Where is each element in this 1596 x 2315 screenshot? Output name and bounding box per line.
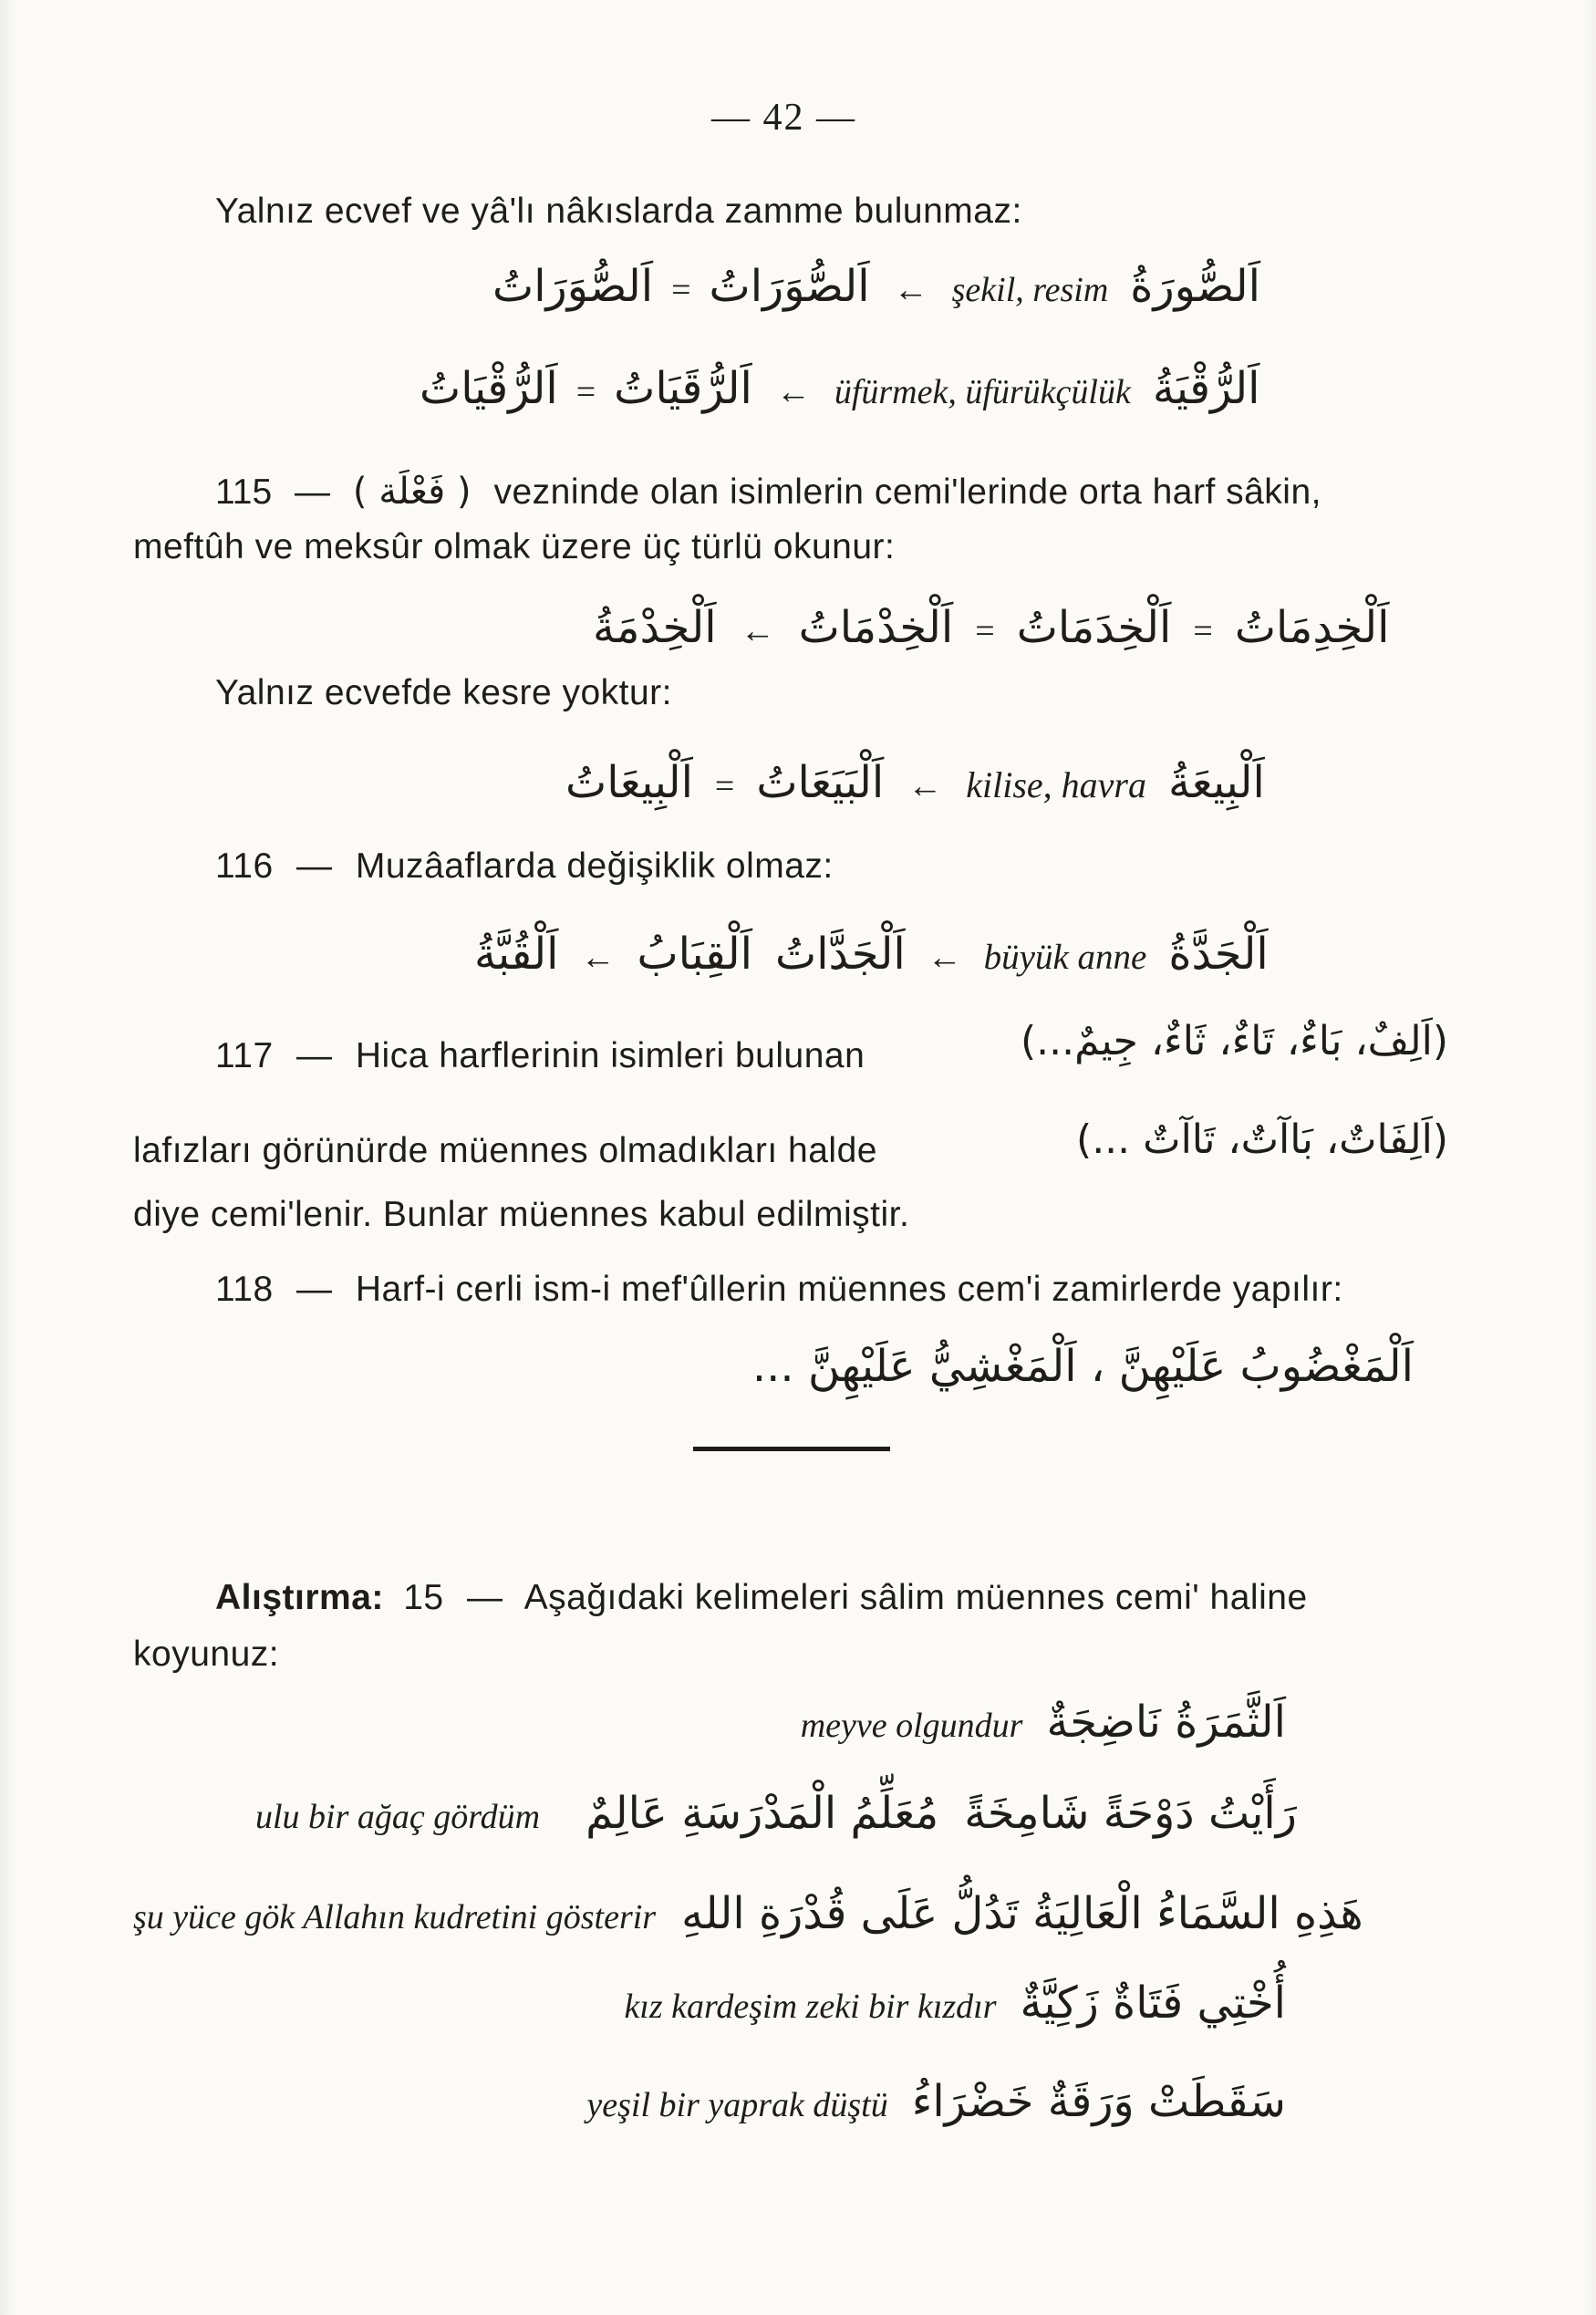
exercise-item-5 [586, 2076, 1286, 2127]
arabic-singular: اَلْبِيعَةُ [1167, 757, 1265, 808]
arabic-plural: اَلرُّقْيَاتُ [420, 363, 558, 414]
rule-116-line [215, 846, 834, 887]
arabic-form-3: اَلْخِدِمَاتُ [1234, 602, 1390, 653]
arabic-singular: اَلصُّورَةُ [1130, 261, 1261, 312]
rule-118-example: اَلْمَغْضُوبُ عَلَيْهِنَّ ، اَلْمَغْشِيُّ عَلَيْهِنَّ ... [751, 1341, 1414, 1392]
dash: — [296, 1270, 333, 1309]
meaning-text: üfürmek, üfürükçülük [834, 373, 1131, 411]
equals-sign: = [671, 271, 691, 309]
arabic-plural: اَلْقِبَابُ [637, 929, 753, 980]
arrow-left-icon: ← [740, 612, 775, 650]
arabic-sentence: رَأَيْتُ دَوْحَةً شَامِخَةً [964, 1788, 1297, 1839]
rule-117-arabic-letters: (اَلِفٌ، بَاءٌ، تَاءٌ، ثَاءٌ، جِيمٌ...) [1020, 1018, 1448, 1064]
exercise-label: Alıştırma: [215, 1578, 384, 1617]
arrow-left-icon: ← [927, 939, 962, 977]
arabic-singular: اَلْخِدْمَةُ [593, 602, 717, 653]
dash: — [466, 1578, 503, 1617]
rule-115-note-example [565, 757, 1265, 808]
arabic-singular: اَلْجَدَّةُ [1168, 929, 1269, 980]
exercise-text: Aşağıdaki kelimeleri sâlim müennes cemi' haline [523, 1578, 1308, 1617]
arabic-form-2: اَلْبَيَعَاتُ [756, 757, 885, 808]
rule-number: 118 [215, 1270, 274, 1309]
turkish-translation: kız kardeşim zeki bir kızdır [624, 1988, 997, 2026]
rule-118-line [215, 1270, 1343, 1310]
rule-117-line1 [215, 1036, 865, 1076]
page-number: — 42 — [711, 97, 856, 139]
exercise-heading [215, 1578, 1308, 1618]
rule-115-example [593, 602, 1389, 653]
rule-number: 115 [215, 472, 273, 512]
intro-example-1 [492, 261, 1260, 312]
arabic-sentence: مُعَلِّمُ الْمَدْرَسَةِ عَالِمٌ [586, 1788, 939, 1839]
meaning-text: kilise, havra [966, 764, 1146, 805]
arabic-plural: اَلصُّوَرَاتُ [492, 261, 654, 312]
dash: — [296, 1036, 333, 1075]
rule-115-note: Yalnız ecvefde kesre yoktur: [215, 673, 673, 712]
exercise-item-2 [255, 1788, 1297, 1839]
turkish-translation: meyve olgundur [800, 1707, 1023, 1745]
turkish-translation: ulu bir ağaç gördüm [255, 1798, 541, 1836]
rule-number: 117 [215, 1036, 274, 1075]
rule-116-example-left [474, 929, 752, 980]
arabic-pattern: ( فَعْلَة ) [352, 471, 472, 513]
section-divider [693, 1447, 890, 1451]
equals-sign: = [1193, 612, 1213, 650]
rule-text: vezninde olan isimlerin cemi'lerinde orta harf sâkin, [493, 472, 1321, 512]
arabic-sentence: أُخْتِي فَتَاةٌ زَكِيَّةٌ [1020, 1978, 1286, 2029]
equals-sign: = [714, 767, 735, 805]
equals-sign: = [575, 373, 596, 411]
arabic-form-1: اَلْخِدْمَاتُ [798, 602, 954, 653]
rule-text: Muzâaflarda değişiklik olmaz: [355, 846, 834, 886]
rule-115-line1 [215, 471, 1321, 513]
turkish-translation: yeşil bir yaprak düştü [586, 2086, 888, 2124]
equals-sign: = [975, 612, 995, 650]
turkish-translation: şu yüce gök Allahın kudretini gösterir [133, 1898, 657, 1936]
meaning-text: şekil, resim [951, 271, 1109, 309]
arabic-singular: اَلرُّقْيَةُ [1152, 363, 1260, 414]
rule-116-example-right [775, 929, 1269, 980]
arrow-left-icon: ← [580, 939, 616, 977]
rule-115-line2: meftûh ve meksûr olmak üzere üç türlü okunur: [133, 527, 896, 566]
dash: — [295, 472, 331, 512]
exercise-item-1 [801, 1697, 1286, 1748]
dash: — [296, 846, 333, 886]
arabic-form-1: اَلْبِيعَاتُ [565, 757, 693, 808]
arrow-left-icon: ← [907, 767, 943, 805]
arabic-plural: اَلْجَدَّاتُ [775, 929, 906, 980]
intro-text: Yalnız ecvef ve yâ'lı nâkıslarda zamme bulunmaz: [215, 192, 1022, 231]
rule-117-line3: diye cemi'lenir. Bunlar müennes kabul edilmiştir. [133, 1195, 910, 1234]
rule-117-arabic-plurals: (اَلِفَاتٌ، بَاآتٌ، تَاآتٌ ...) [1076, 1116, 1448, 1163]
arabic-form-2: اَلْخِدَمَاتُ [1016, 602, 1172, 653]
meaning-text: büyük anne [983, 938, 1147, 977]
arabic-sentence: سَقَطَتْ وَرَقَةٌ خَضْرَاءُ [911, 2076, 1286, 2127]
arabic-sentence: اَلثَّمَرَةُ نَاضِجَةٌ [1046, 1697, 1286, 1748]
rule-text: Hica harflerinin isimleri bulunan [355, 1036, 865, 1075]
arabic-sentence: هَذِهِ السَّمَاءُ الْعَالِيَةُ تَدُلُّ عَلَى قُدْرَةِ اللهِ [681, 1888, 1363, 1939]
exercise-item-3 [133, 1888, 1363, 1939]
exercise-line2: koyunuz: [133, 1635, 280, 1674]
exercise-item-4 [624, 1978, 1286, 2029]
arabic-plural-alt: اَلصُّوَرَاتُ [709, 261, 870, 312]
arrow-left-icon: ← [775, 373, 811, 411]
intro-example-2 [420, 363, 1259, 414]
rule-text: Harf-i cerli ism-i mef'ûllerin müennes cem'i zamirlerde yapılır: [355, 1270, 1343, 1309]
arabic-plural-alt: اَلرُّقَيَاتُ [614, 363, 752, 414]
rule-117-line2: lafızları görünürde müennes olmadıkları halde [133, 1131, 877, 1170]
rule-number: 116 [215, 846, 274, 886]
exercise-number: 15 [403, 1578, 444, 1617]
arrow-left-icon: ← [893, 271, 928, 309]
arabic-singular: اَلْقُبَّةُ [474, 929, 559, 980]
